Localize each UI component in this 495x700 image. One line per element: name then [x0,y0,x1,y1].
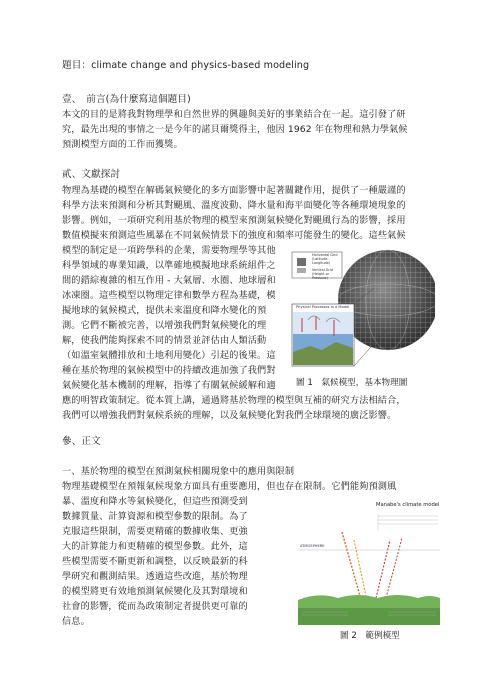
section-2-line: 測。它們不斷被完善，以增強我們對氣候變化的理 [62,320,267,331]
section-3-line: 克服這些限制，需要更精確的數據收集、更強 [62,526,248,537]
figure-2-example-model [298,500,440,625]
section-2-line: （如溫室氣體排放和土地利用變化）引起的後果。這 [62,350,276,361]
section-2-line: 科學方法來預測和分析其對颶風、溫度波動、降水量和海平面變化等各種環境現象的 [62,200,406,211]
section-2-line: 數值模擬來預測這些風暴在不同氣候情景下的強度和頻率可能發生的變化。這些氣候 [62,230,406,241]
physical-processes-label: Physical Processes in a Model [296,305,350,309]
section-2-line: 種在基於物理的氣候模型中的持續改進加強了我們對 [62,365,276,376]
figure-1-climate-model [290,232,435,372]
document-title: 題目：climate change and physics-based modeling [62,60,310,71]
section-3-line: 物理基礎模型在預報氣候現象方面具有重要應用，但也存在限制。它們能夠預測風 [62,481,397,492]
section-2-heading: 貳、文獻探討 [62,169,121,180]
section-2-line: 影響。例如，一項研究利用基於物理的模型來預測氣候變化對颶風行為的影響，採用 [62,215,406,226]
section-2-line: 解，使我們能夠探索不同的情景並評估由人類活動 [62,335,267,346]
section-3-line: 大的計算能力和更精確的模型參數。此外，這 [62,541,248,552]
section-2-line: 間的錯綜複雜的相互作用 - 大氣層、水圈、地球層和 [62,275,276,286]
manabe-model-heading: Manabe's climate model [376,502,440,508]
section-3-subheading: 一、基於物理的模型在預測氣候相關現象中的應用與限制 [62,466,295,477]
vertical-grid-label: Vertical Grid (Height or Pressure) [312,268,333,280]
section-2-line: 擬地球的氣候模式，提供未來溫度和降水變化的預 [62,305,267,316]
section-3-line: 社會的影響，從而為政策制定者提供更可靠的 [62,601,248,612]
manabe-model-illustration [298,500,440,625]
section-1-line: 預測模型方面的工作而獲獎。 [62,139,183,150]
section-2-line: 科學領域的專業知識，以準確地模擬地球系統組件之 [62,260,276,271]
figure-1-caption: 圖 1 氣候模型，基本物理圖 [296,378,408,388]
atmosphere-label: ATMOSPHERE [300,544,325,548]
section-1-line: 本文的目的是將我對物理學和自然世界的興趣與美好的事業結合在一起。這引發了研 [62,109,406,120]
section-1-heading: 壹、 前言(為什麼寫這個題目) [62,94,191,105]
section-3-line: 學研究和觀測結果。透過這些改進，基於物理 [62,571,248,582]
section-2-line: 模型的制定是一項跨學科的企業，需要物理學等其他 [62,245,276,256]
section-2-line: 物理為基礎的模型在解碼氣候變化的多方面影響中起著關鍵作用，提供了一種嚴謹的 [62,185,406,196]
section-3-line: 數據質量、計算資源和模型參數的限制。為了 [62,511,248,522]
section-2-line: 氣候變化基本機制的理解，指導了有關氣候緩解和適 [62,380,276,391]
section-3-line: 信息。 [62,616,90,627]
section-2-line: 應的明智政策制定。從本質上講，通過將基於物理的模型與互補的研究方法相結合， [62,395,406,406]
figure-2-caption: 圖 2 範例模型 [340,631,400,641]
section-2-line: 冰凍圈。這些模型以物理定律和數學方程為基礎，模 [62,290,276,301]
section-3-heading: 參、正文 [62,436,101,447]
section-3-line: 的模型將更有效地預測氣候變化及其對環境和 [62,586,248,597]
section-2-line: 我們可以增強我們對氣候系統的理解，以及氣候變化對我們全球環境的廣泛影響。 [62,410,397,421]
section-1-line: 究，最先出現的事情之一是今年的諾貝爾獎得主，他因 1962 年在物理和熱力學氣候 [62,124,408,135]
section-3-line: 暴、溫度和降水等氣候變化，但這些預測受到 [62,496,248,507]
horizontal-grid-label: Horizontal Grid (Latitude-Longitude) [312,253,338,265]
section-3-line: 些模型需要不斷更新和調整，以反映最新的科 [62,556,248,567]
